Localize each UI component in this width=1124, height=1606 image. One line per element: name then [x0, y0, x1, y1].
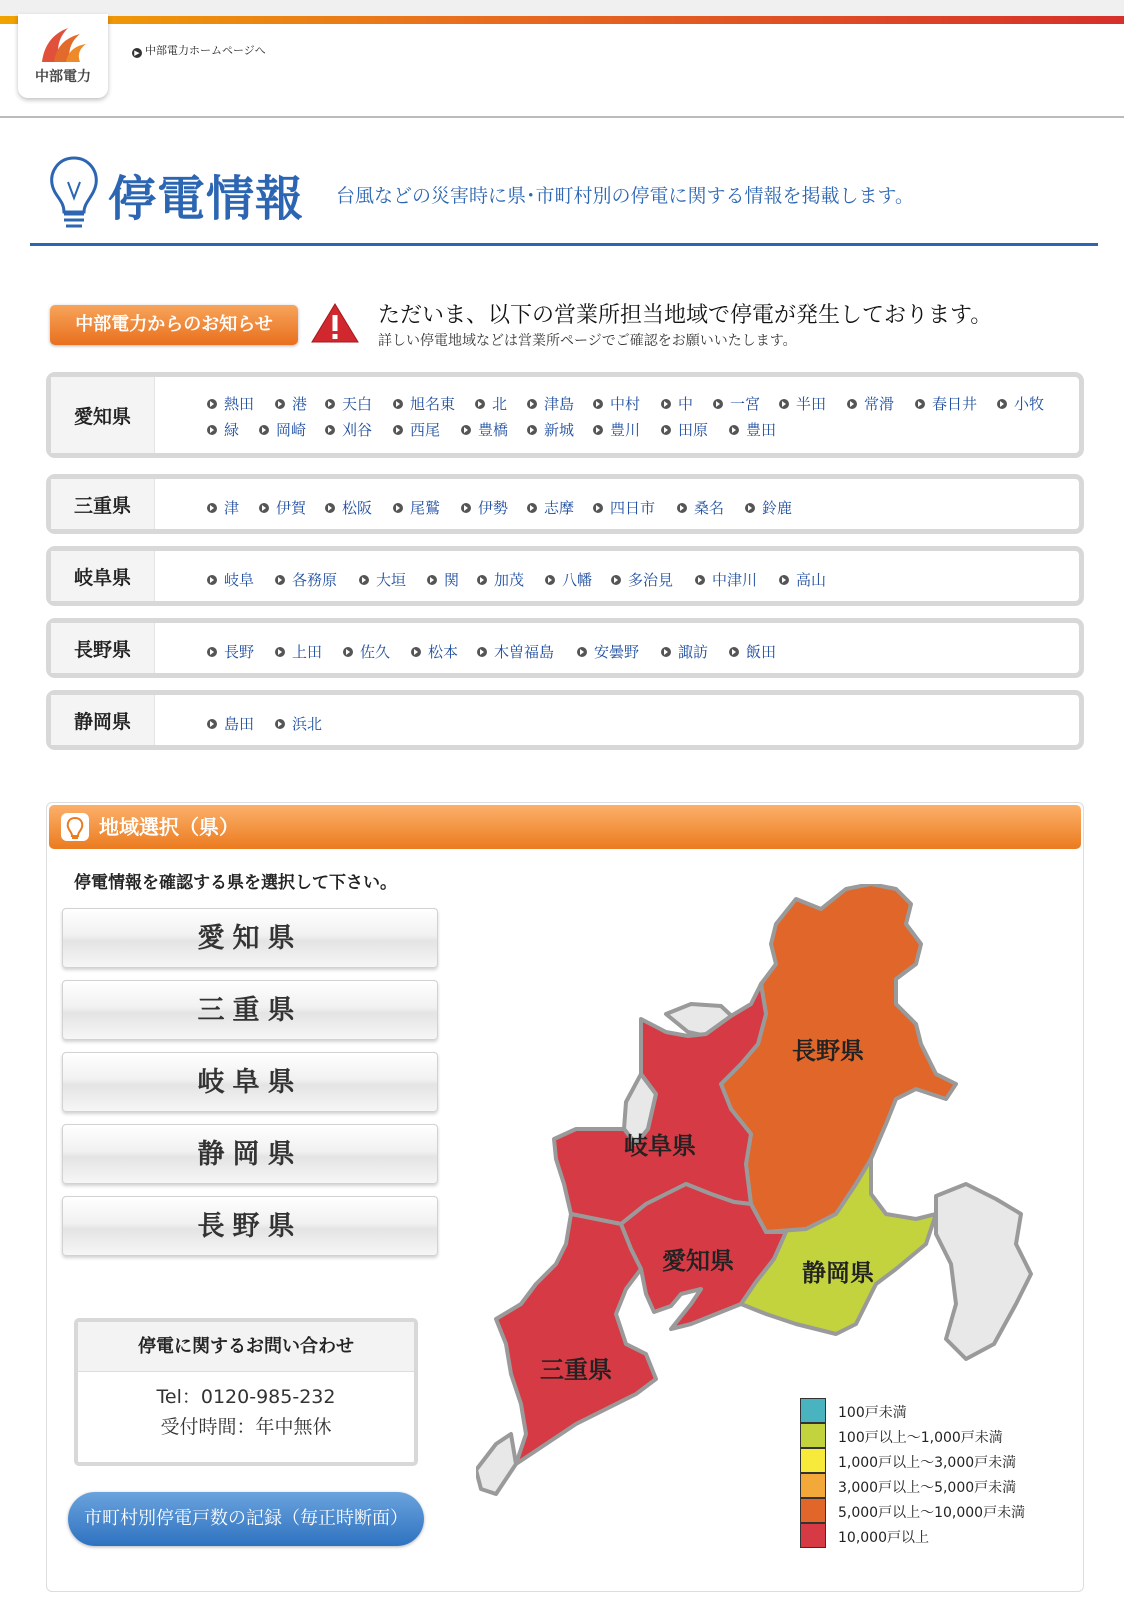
office-link[interactable]: 松阪: [325, 497, 372, 518]
office-link[interactable]: 西尾: [393, 419, 440, 440]
region-panel-title: 地域選択（県）: [99, 815, 239, 839]
office-link[interactable]: 浜北: [275, 713, 322, 734]
office-link[interactable]: 熱田: [207, 393, 254, 414]
map-region-other-east: [936, 1184, 1031, 1359]
region-instruction: 停電情報を確認する県を選択して下さい。: [74, 873, 397, 893]
office-link[interactable]: 春日井: [915, 393, 977, 414]
office-link[interactable]: 八幡: [545, 569, 592, 590]
office-link[interactable]: 岡崎: [259, 419, 306, 440]
pref-name: 愛知県: [51, 377, 155, 453]
office-link[interactable]: 天白: [325, 393, 372, 414]
office-link[interactable]: 佐久: [343, 641, 390, 662]
office-link[interactable]: 中: [661, 393, 693, 414]
office-link[interactable]: 港: [275, 393, 307, 414]
office-link[interactable]: 高山: [779, 569, 826, 590]
legend-label: 3,000戸以上～5,000戸未満: [838, 1480, 1017, 1496]
warning-icon: [310, 301, 360, 345]
office-link[interactable]: 中津川: [695, 569, 757, 590]
page-title: 停電情報: [108, 171, 305, 227]
arrow-bullet-icon: ▶: [132, 48, 142, 58]
map-region-other-south: [476, 1434, 516, 1494]
legend-label: 1,000戸以上～3,000戸未満: [838, 1455, 1017, 1471]
office-link[interactable]: 刈谷: [325, 419, 372, 440]
pref-row-aichi: [46, 372, 1084, 458]
map-label-mie: 三重県: [540, 1356, 612, 1384]
contact-box: [74, 1318, 418, 1466]
chubu-logo[interactable]: [18, 14, 108, 98]
office-link[interactable]: 津島: [527, 393, 574, 414]
office-link[interactable]: 多治見: [611, 569, 673, 590]
office-link[interactable]: 大垣: [359, 569, 406, 590]
office-link[interactable]: 尾鷲: [393, 497, 440, 518]
legend-label: 100戸以上～1,000戸未満: [838, 1430, 1003, 1446]
outage-record-button[interactable]: 市町村別停電戸数の記録（毎正時断面）: [68, 1492, 424, 1546]
office-link[interactable]: 木曽福島: [477, 641, 554, 662]
legend-swatch: [800, 1523, 826, 1548]
office-link[interactable]: 関: [427, 569, 459, 590]
pref-row-mie: [46, 474, 1084, 534]
office-link[interactable]: 小牧: [997, 393, 1044, 414]
legend-label: 100戸未満: [838, 1405, 907, 1421]
pref-row-gifu: [46, 546, 1084, 606]
office-link[interactable]: 安曇野: [577, 641, 639, 662]
office-link[interactable]: 中村: [593, 393, 640, 414]
contact-tel: Tel：0120-985-232: [156, 1386, 336, 1408]
office-link[interactable]: 津: [207, 497, 239, 518]
region-panel-header: [49, 805, 1081, 849]
office-link[interactable]: 飯田: [729, 641, 776, 662]
office-link[interactable]: 各務原: [275, 569, 337, 590]
office-link[interactable]: 伊勢: [461, 497, 508, 518]
office-link[interactable]: 諏訪: [661, 641, 708, 662]
office-link[interactable]: 半田: [779, 393, 826, 414]
office-link[interactable]: 一宮: [713, 393, 760, 414]
office-link[interactable]: 緑: [207, 419, 239, 440]
logo-flame-icon: [38, 24, 88, 64]
office-link[interactable]: 伊賀: [259, 497, 306, 518]
pref-row-nagano: [46, 618, 1084, 678]
home-link-label: 中部電力ホームページへ: [145, 44, 266, 57]
select-aichi-button[interactable]: 愛知県: [62, 908, 438, 968]
legend-swatch: [800, 1398, 826, 1423]
contact-hours: 受付時間：年中無休: [160, 1416, 332, 1438]
office-link[interactable]: 桑名: [677, 497, 724, 518]
legend-label: 10,000戸以上: [838, 1530, 929, 1546]
office-link[interactable]: 志摩: [527, 497, 574, 518]
contact-title: 停電に関するお問い合わせ: [78, 1322, 414, 1372]
pref-name: 岐阜県: [51, 551, 155, 601]
select-mie-button[interactable]: 三重県: [62, 980, 438, 1040]
office-link[interactable]: 豊田: [729, 419, 776, 440]
office-link[interactable]: 上田: [275, 641, 322, 662]
select-nagano-button[interactable]: 長野県: [62, 1196, 438, 1256]
office-link[interactable]: 常滑: [847, 393, 894, 414]
site-header: [0, 0, 1124, 118]
lightbulb-icon: [44, 152, 104, 236]
home-link[interactable]: [132, 42, 266, 58]
page-subtitle: 台風などの災害時に県･市町村別の停電に関する情報を掲載します。: [336, 185, 914, 207]
office-link[interactable]: 岐阜: [207, 569, 254, 590]
legend-swatch: [800, 1498, 826, 1523]
top-stripe: [0, 0, 1124, 24]
office-link[interactable]: 田原: [661, 419, 708, 440]
lightbulb-icon: [61, 813, 89, 841]
notice-button[interactable]: 中部電力からのお知らせ: [50, 305, 298, 345]
office-link[interactable]: 長野: [207, 641, 254, 662]
office-link[interactable]: 島田: [207, 713, 254, 734]
legend-swatch: [800, 1423, 826, 1448]
logo-text: 中部電力: [35, 69, 91, 85]
notice-message: ただいま、以下の営業所担当地域で停電が発生しております。: [378, 303, 993, 328]
office-link[interactable]: 四日市: [593, 497, 655, 518]
pref-row-shizuoka: [46, 690, 1084, 750]
legend-swatch: [800, 1473, 826, 1498]
office-link[interactable]: 旭名東: [393, 393, 455, 414]
pref-name: 長野県: [51, 623, 155, 673]
legend-swatch: [800, 1448, 826, 1473]
map-label-nagano: 長野県: [792, 1037, 864, 1065]
map-label-gifu: 岐阜県: [624, 1132, 696, 1160]
office-link[interactable]: 新城: [527, 419, 574, 440]
legend-label: 5,000戸以上～10,000戸未満: [838, 1505, 1026, 1521]
map-label-aichi: 愛知県: [662, 1247, 734, 1275]
office-link[interactable]: 北: [475, 393, 507, 414]
office-link[interactable]: 鈴鹿: [745, 497, 792, 518]
select-gifu-button[interactable]: 岐阜県: [62, 1052, 438, 1112]
office-link[interactable]: 松本: [411, 641, 458, 662]
pref-name: 静岡県: [51, 695, 155, 745]
office-link[interactable]: 豊川: [593, 419, 640, 440]
pref-name: 三重県: [51, 479, 155, 529]
page-title-bar: [30, 148, 1098, 246]
map-label-shizuoka: 静岡県: [802, 1259, 874, 1287]
office-link[interactable]: 豊橋: [461, 419, 508, 440]
select-shizuoka-button[interactable]: 静岡県: [62, 1124, 438, 1184]
notice-submessage: 詳しい停電地域などは営業所ページでご確認をお願いいたします。: [378, 333, 797, 349]
office-link[interactable]: 加茂: [477, 569, 524, 590]
map-region-mie[interactable]: [496, 1214, 656, 1464]
